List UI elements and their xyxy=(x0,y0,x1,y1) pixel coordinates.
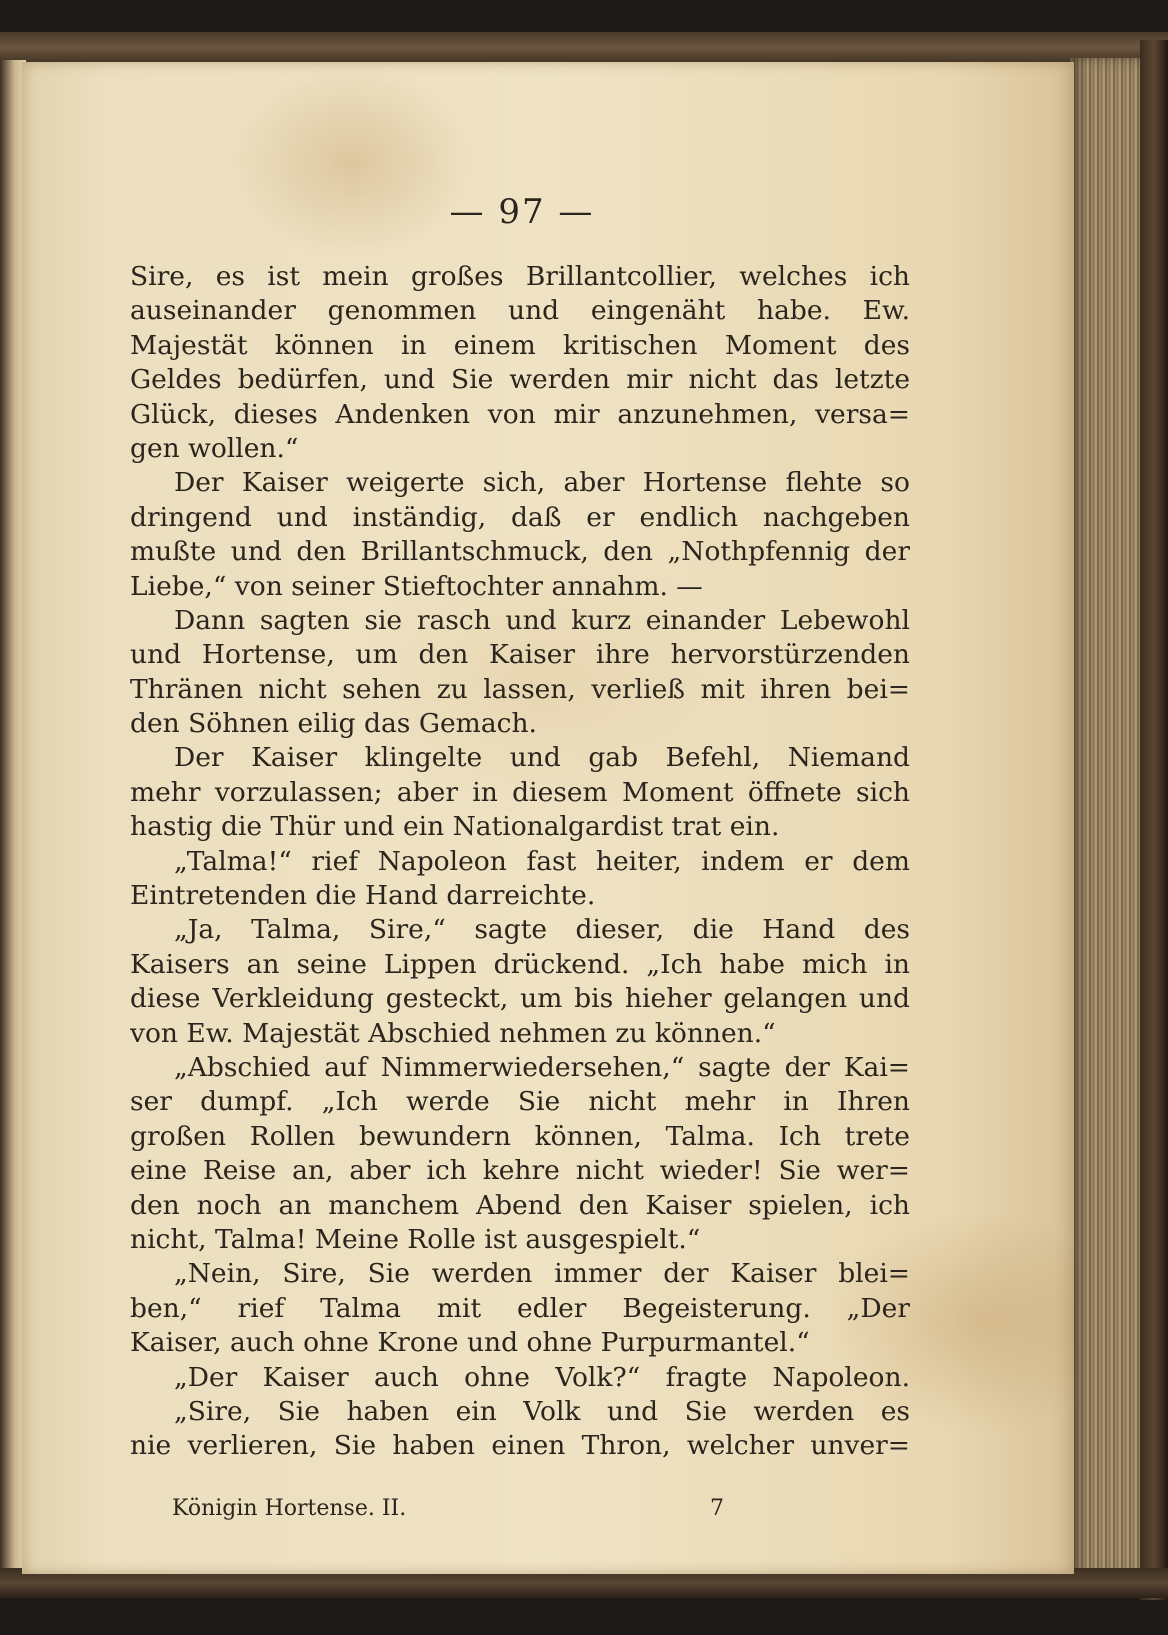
text-line: Kaisers an seine Lippen drückend. „Ich habe mich in xyxy=(130,948,910,980)
text-line: „Sire, Sie haben ein Volk und Sie werden es xyxy=(174,1395,910,1427)
text-line: „Ja, Talma, Sire,“ sagte dieser, die Hand des xyxy=(174,914,910,946)
text-line: Eintretenden die Hand darreichte. xyxy=(130,880,596,912)
text-line: Geldes bedürfen, und Sie werden mir nicht das letzte xyxy=(130,364,910,396)
page-number: — 97 — xyxy=(449,192,595,232)
text-line: „Abschied auf Nimmerwiedersehen,“ sagte der Kai= xyxy=(174,1051,910,1083)
text-line: Liebe,“ von seiner Stieftochter annahm. — xyxy=(130,570,703,602)
text-line: und Hortense, um den Kaiser ihre hervorstürzenden xyxy=(130,639,910,671)
text-line: ben,“ rief Talma mit edler Begeisterung. „Der xyxy=(130,1292,910,1324)
text-line: nicht, Talma! Meine Rolle ist ausgespielt.“ xyxy=(130,1223,701,1255)
text-line: von Ew. Majestät Abschied nehmen zu können.“ xyxy=(130,1017,776,1049)
text-line: diese Verkleidung gesteckt, um bis hieher gelangen und xyxy=(130,983,910,1015)
text-line: Dann sagten sie rasch und kurz einander Lebewohl xyxy=(174,604,910,636)
text-line: ser dumpf. „Ich werde Sie nicht mehr in Ihren xyxy=(130,1086,910,1118)
footer-book-title: Königin Hortense. II. xyxy=(172,1496,407,1521)
text-line: nie verlieren, Sie haben einen Thron, welcher unver= xyxy=(130,1430,910,1462)
book-cover-right-edge xyxy=(1140,40,1168,1600)
text-line: eine Reise an, aber ich kehre nicht wieder! Sie wer= xyxy=(130,1155,910,1187)
text-line: dringend und inständig, daß er endlich nachgeben xyxy=(130,501,910,533)
text-line: gen wollen.“ xyxy=(130,432,299,464)
page-block-edges xyxy=(1070,58,1146,1578)
printer-signature-mark: 7 xyxy=(710,1496,724,1521)
text-line: hastig die Thür und ein Nationalgardist trat ein. xyxy=(130,811,780,843)
text-line: Der Kaiser klingelte und gab Befehl, Niemand xyxy=(174,742,910,774)
text-line: auseinander genommen und eingenäht habe. Ew. xyxy=(130,295,910,327)
text-line: Thränen nicht sehen zu lassen, verließ mit ihren bei= xyxy=(130,673,910,705)
text-line: „Der Kaiser auch ohne Volk?“ fragte Napoleon. xyxy=(174,1361,910,1393)
text-line: Der Kaiser weigerte sich, aber Hortense flehte so xyxy=(174,467,910,499)
text-line: „Nein, Sire, Sie werden immer der Kaiser blei= xyxy=(174,1258,910,1290)
book-page xyxy=(22,62,1074,1574)
book-cover-top-edge xyxy=(0,32,1168,66)
text-line: Kaiser, auch ohne Krone und ohne Purpurmantel.“ xyxy=(130,1327,810,1359)
text-line: den noch an manchem Abend den Kaiser spielen, ich xyxy=(130,1189,910,1221)
text-line: großen Rollen bewundern können, Talma. Ich trete xyxy=(130,1120,910,1152)
text-line: den Söhnen eilig das Gemach. xyxy=(130,708,537,740)
text-line: Majestät können in einem kritischen Moment des xyxy=(130,329,910,361)
text-line: mehr vorzulassen; aber in diesem Moment öffnete sich xyxy=(130,776,910,808)
text-line: Glück, dieses Andenken von mir anzunehmen, versa= xyxy=(130,398,910,430)
text-line: Sire, es ist mein großes Brillantcollier, welches ich xyxy=(130,261,910,292)
text-line: „Talma!“ rief Napoleon fast heiter, indem er dem xyxy=(174,845,910,877)
page-body-text xyxy=(130,260,910,1464)
text-line: mußte und den Brillantschmuck, den „Nothpfennig der xyxy=(130,536,910,568)
